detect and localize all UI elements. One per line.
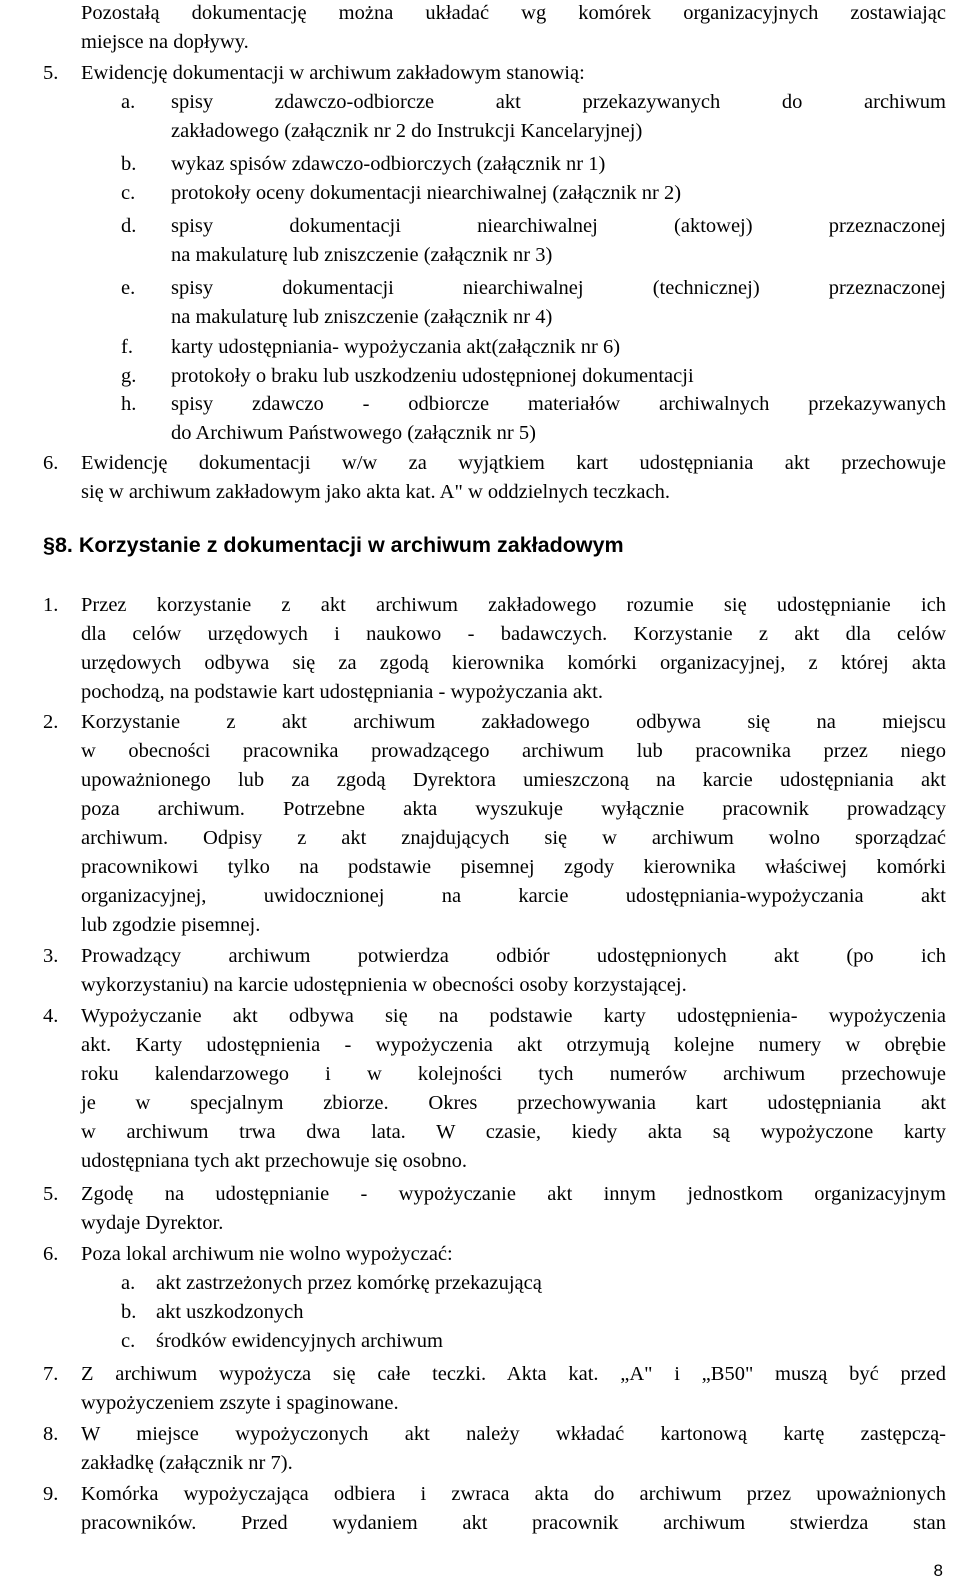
section-8-heading: §8. Korzystanie z dokumentacji w archiwum zakładowym <box>43 533 624 557</box>
s8-item-1-line-4: pochodzą, na podstawie kart udostępniania - wypożyczania akt. <box>81 681 603 703</box>
intro-line-1: Pozostałą dokumentację można układać wg komórek organizacyjnych zostawiając <box>81 2 946 24</box>
s8-item-2-line-5: archiwum. Odpisy z akt znajdujących się w archiwum wolno sporządzać <box>81 827 946 849</box>
s8-item-3-line-2: wykorzystaniu) na karcie udostępnienia w obecności osoby korzystającej. <box>81 974 687 996</box>
s8-item-4-line-3: roku kalendarzowego i w kolejności tych numerów archiwum przechowuje <box>81 1063 946 1085</box>
s8-item-4-line-4: je w specjalnym zbiorze. Okres przechowywania kart udostępniania akt <box>81 1092 946 1114</box>
item-5g-line-1: protokoły o braku lub uszkodzeniu udostępnionej dokumentacji <box>171 365 694 387</box>
item-5e-label: e. <box>121 277 136 299</box>
s8-item-1-line-1: Przez korzystanie z akt archiwum zakładowego rozumie się udostępnianie ich <box>81 594 946 616</box>
item-5f-line-1: karty udostępniania- wypożyczania akt(załącznik nr 6) <box>171 336 621 358</box>
s8-item-8-number: 8. <box>43 1423 59 1445</box>
item-5d-line-2: na makulaturę lub zniszczenie (załącznik nr 3) <box>171 244 553 266</box>
s8-item-2-line-2: w obecności pracownika prowadzącego archiwum lub pracownika przez niego <box>81 740 946 762</box>
intro-line-2: miejsce na dopływy. <box>81 31 249 53</box>
s8-item-7-number: 7. <box>43 1363 59 1385</box>
s8-item-6c-label: c. <box>121 1330 136 1352</box>
s8-item-8-line-1: W miejsce wypożyczonych akt należy wkładać kartonową kartę zastępczą- <box>81 1423 946 1445</box>
item-5c-label: c. <box>121 182 136 204</box>
item-5a-label: a. <box>121 91 136 113</box>
s8-item-6-number: 6. <box>43 1243 59 1265</box>
s8-item-2-line-7: organizacyjnej, uwidocznionej na karcie udostępniania-wypożyczania akt <box>81 885 946 907</box>
item-5g-label: g. <box>121 365 137 387</box>
s8-item-6-line-1: Poza lokal archiwum nie wolno wypożyczać: <box>81 1243 453 1265</box>
s8-item-4-line-6: udostępniana tych akt przechowuje się osobno. <box>81 1150 467 1172</box>
item-5e-line-1: spisy dokumentacji niearchiwalnej (technicznej) przeznaczonej <box>171 277 946 299</box>
s8-item-4-line-5: w archiwum trwa dwa lata. W czasie, kiedy akta są wypożyczone karty <box>81 1121 946 1143</box>
s8-item-2-number: 2. <box>43 711 59 733</box>
item-6-line-2: się w archiwum zakładowym jako akta kat. A" w oddzielnych teczkach. <box>81 481 670 503</box>
s8-item-2-line-4: poza archiwum. Potrzebne akta wyszukuje wyłącznie pracownik prowadzący <box>81 798 946 820</box>
s8-item-9-line-2: pracowników. Przed wydaniem akt pracownik archiwum stwierdza stan <box>81 1512 946 1534</box>
s8-item-3-line-1: Prowadzący archiwum potwierdza odbiór udostępnionych akt (po ich <box>81 945 946 967</box>
s8-item-6b-text: akt uszkodzonych <box>156 1301 304 1323</box>
item-5h-line-2: do Archiwum Państwowego (załącznik nr 5) <box>171 422 536 444</box>
s8-item-7-line-1: Z archiwum wypożycza się całe teczki. Akta kat. „A" i „B50" muszą być przed <box>81 1363 946 1385</box>
s8-item-6a-label: a. <box>121 1272 136 1294</box>
s8-item-1-line-2: dla celów urzędowych i naukowo - badawczych. Korzystanie z akt dla celów <box>81 623 946 645</box>
s8-item-2-line-8: lub zgodzie pisemnej. <box>81 914 261 936</box>
item-5-text: Ewidencję dokumentacji w archiwum zakładowym stanowią: <box>81 62 585 84</box>
s8-item-7-line-2: wypożyczeniem zszyte i spaginowane. <box>81 1392 399 1414</box>
item-5d-line-1: spisy dokumentacji niearchiwalnej (aktowej) przeznaczonej <box>171 215 946 237</box>
item-5a-line-2: zakładowego (załącznik nr 2 do Instrukcji Kancelaryjnej) <box>171 120 643 142</box>
s8-item-2-line-6: pracownikowi tylko na podstawie pisemnej zgody kierownika właściwej komórki <box>81 856 946 878</box>
item-5-number: 5. <box>43 62 59 84</box>
s8-item-4-line-1: Wypożyczanie akt odbywa się na podstawie karty udostępnienia- wypożyczenia <box>81 1005 946 1027</box>
page-number: 8 <box>933 1561 943 1580</box>
s8-item-5-line-1: Zgodę na udostępnianie - wypożyczanie akt innym jednostkom organizacyjnym <box>81 1183 946 1205</box>
item-5h-line-1: spisy zdawczo - odbiorcze materiałów archiwalnych przekazywanych <box>171 393 946 415</box>
s8-item-5-number: 5. <box>43 1183 59 1205</box>
item-5h-label: h. <box>121 393 137 415</box>
s8-item-4-number: 4. <box>43 1005 59 1027</box>
s8-item-4-line-2: akt. Karty udostępnienia - wypożyczenia akt otrzymują kolejne numery w obrębie <box>81 1034 946 1056</box>
item-6-number: 6. <box>43 452 59 474</box>
item-5a-line-1: spisy zdawczo-odbiorcze akt przekazywanych do archiwum <box>171 91 946 113</box>
s8-item-1-line-3: urzędowych odbywa się za zgodą kierownika komórki organizacyjnej, z której akta <box>81 652 946 674</box>
s8-item-8-line-2: zakładkę (załącznik nr 7). <box>81 1452 293 1474</box>
s8-item-2-line-1: Korzystanie z akt archiwum zakładowego odbywa się na miejscu <box>81 711 946 733</box>
s8-item-6b-label: b. <box>121 1301 137 1323</box>
s8-item-2-line-3: upoważnionego lub za zgodą Dyrektora umieszczoną na karcie udostępniania akt <box>81 769 946 791</box>
item-5e-line-2: na makulaturę lub zniszczenie (załącznik nr 4) <box>171 306 553 328</box>
s8-item-1-number: 1. <box>43 594 59 616</box>
item-6-line-1: Ewidencję dokumentacji w/w za wyjątkiem kart udostępniania akt przechowuje <box>81 452 946 474</box>
s8-item-5-line-2: wydaje Dyrektor. <box>81 1212 224 1234</box>
s8-item-6c-text: środków ewidencyjnych archiwum <box>156 1330 443 1352</box>
item-5c-line-1: protokoły oceny dokumentacji niearchiwalnej (załącznik nr 2) <box>171 182 682 204</box>
item-5f-label: f. <box>121 336 133 358</box>
item-5d-label: d. <box>121 215 137 237</box>
s8-item-3-number: 3. <box>43 945 59 967</box>
item-5b-label: b. <box>121 153 137 175</box>
s8-item-9-line-1: Komórka wypożyczająca odbiera i zwraca akta do archiwum przez upoważnionych <box>81 1483 946 1505</box>
s8-item-6a-text: akt zastrzeżonych przez komórkę przekazującą <box>156 1272 542 1294</box>
s8-item-9-number: 9. <box>43 1483 59 1505</box>
item-5b-line-1: wykaz spisów zdawczo-odbiorczych (załącznik nr 1) <box>171 153 606 175</box>
